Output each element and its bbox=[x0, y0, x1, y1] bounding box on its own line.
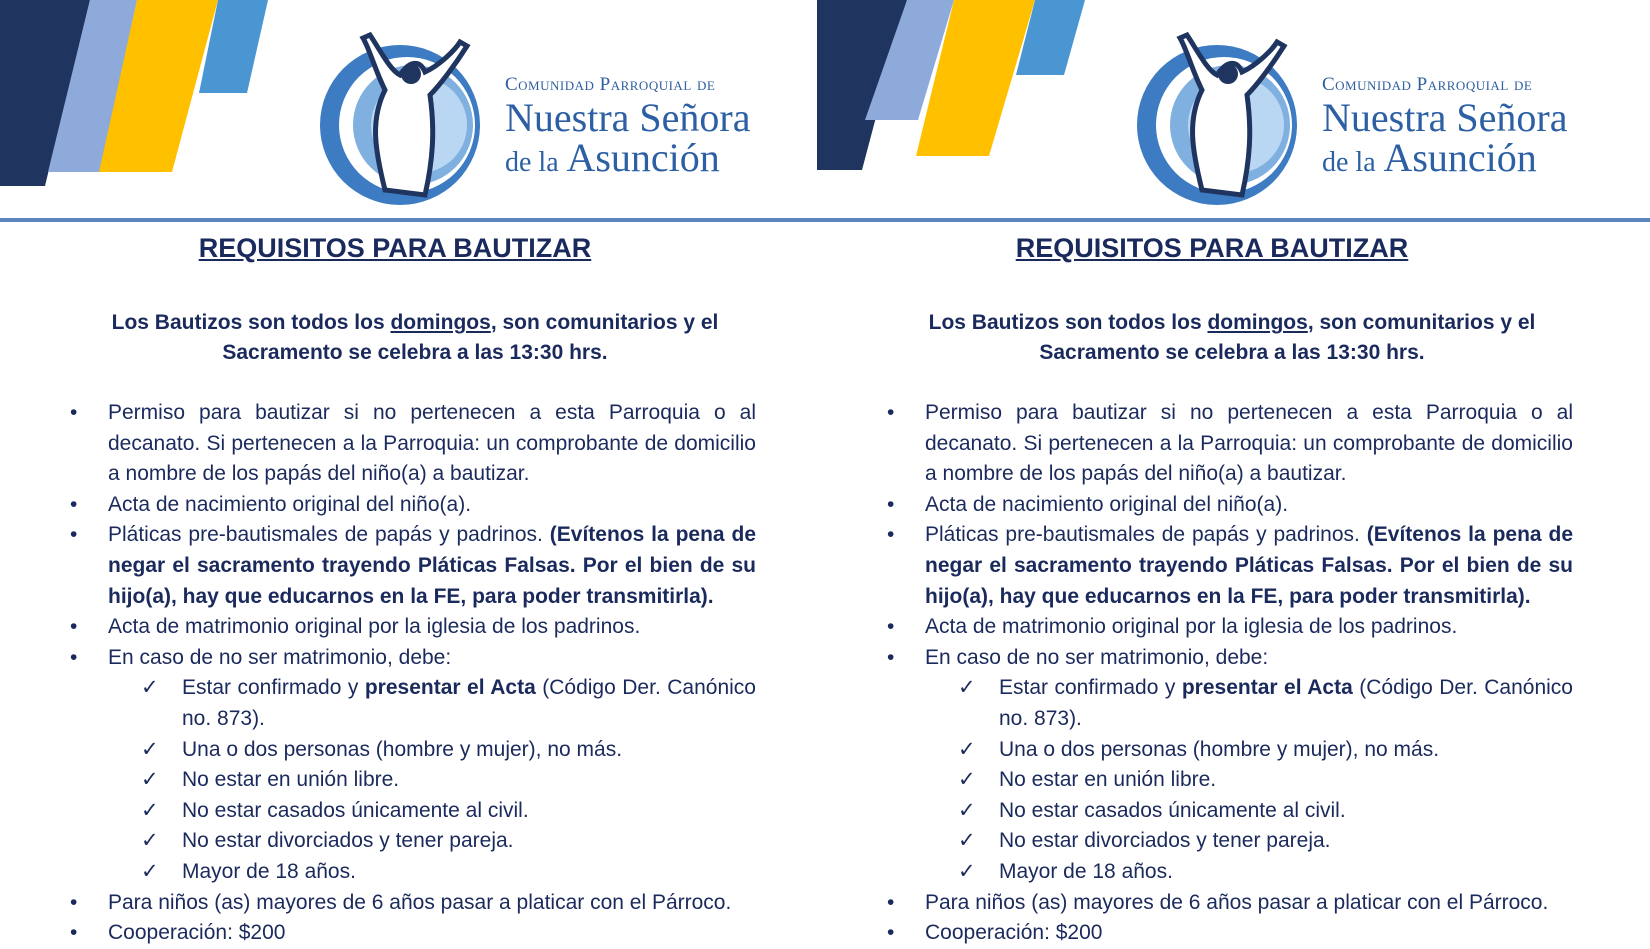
parish-name bbox=[505, 74, 750, 183]
parish-name-line2: Nuestra Señora bbox=[1322, 95, 1568, 140]
list-item: • Permiso para bautizar si no pertenecen a esta Parroquia o al decanato. Si pertenecen a la Parroquia: un comprobante de domicilio a nombre de los papás del niño(a) a bautizar. bbox=[883, 398, 1573, 490]
requirements-list bbox=[883, 398, 1573, 949]
virgin-mary-logo-icon bbox=[315, 30, 495, 210]
sub-list-item: ✓ No estar divorciados y tener pareja. bbox=[141, 826, 756, 857]
requirements-list bbox=[66, 398, 756, 949]
page-title: REQUISITOS PARA BAUTIZAR bbox=[198, 233, 592, 263]
parish-name-line3: de la Asunción bbox=[1322, 135, 1537, 180]
list-item: • Para niños (as) mayores de 6 años pasar a platicar con el Párroco. bbox=[66, 888, 756, 919]
list-item: • En caso de no ser matrimonio, debe: ✓ Estar confirmado y presentar el Acta (Código Der. Canónico no. 873). ✓ Una o dos personas (hombre y mujer), no más. ✓ No estar en unión libre. ✓ No estar casados únicamente al civil. ✓ No estar divorciados y tener pareja. ✓ Mayor de 18 años. bbox=[66, 643, 756, 888]
list-item: • En caso de no ser matrimonio, debe: ✓ Estar confirmado y presentar el Acta (Código Der. Canónico no. 873). ✓ Una o dos personas (hombre y mujer), no más. ✓ No estar en unión libre. ✓ No estar casados únicamente al civil. ✓ No estar divorciados y tener pareja. ✓ Mayor de 18 años. bbox=[883, 643, 1573, 888]
sub-list-item: ✓ No estar en unión libre. bbox=[958, 765, 1573, 796]
sub-requirements-list bbox=[108, 673, 756, 887]
list-item: • Permiso para bautizar si no pertenecen a esta Parroquia o al decanato. Si pertenecen a la Parroquia: un comprobante de domicilio a nombre de los papás del niño(a) a bautizar. bbox=[66, 398, 756, 490]
flyer-right bbox=[817, 0, 1625, 945]
list-item: • Acta de matrimonio original por la iglesia de los padrinos. bbox=[66, 612, 756, 643]
list-item: • Pláticas pre-bautismales de papás y padrinos. (Evítenos la pena de negar el sacramento trayendo Pláticas Falsas. Por el bien de su hijo(a), hay que educarnos en la FE, para poder transmitirla). bbox=[883, 520, 1573, 612]
list-item: • Cooperación: $200 bbox=[883, 918, 1573, 949]
sub-list-item: ✓ Mayor de 18 años. bbox=[141, 857, 756, 888]
flyer-left bbox=[0, 0, 808, 945]
list-item: • Acta de matrimonio original por la iglesia de los padrinos. bbox=[883, 612, 1573, 643]
decorative-stripes bbox=[817, 0, 1117, 200]
list-item: • Acta de nacimiento original del niño(a). bbox=[66, 490, 756, 521]
virgin-mary-logo-icon bbox=[1132, 30, 1312, 210]
parish-name-line1: Comunidad Parroquial de bbox=[505, 74, 716, 95]
sub-list-item: ✓ No estar divorciados y tener pareja. bbox=[958, 826, 1573, 857]
sub-list-item: ✓ Estar confirmado y presentar el Acta (Código Der. Canónico no. 873). bbox=[958, 673, 1573, 734]
sub-list-item: ✓ No estar en unión libre. bbox=[141, 765, 756, 796]
parish-name-line2: Nuestra Señora bbox=[505, 95, 751, 140]
decorative-stripes bbox=[0, 0, 300, 200]
sub-list-item: ✓ Una o dos personas (hombre y mujer), no más. bbox=[141, 735, 756, 766]
list-item: • Acta de nacimiento original del niño(a). bbox=[883, 490, 1573, 521]
intro-text: Los Bautizos son todos los domingos, son comunitarios y el Sacramento se celebra a las 13:30 hrs. bbox=[928, 311, 1536, 364]
list-item: • Cooperación: $200 bbox=[66, 918, 756, 949]
parish-name-line1: Comunidad Parroquial de bbox=[1322, 74, 1533, 95]
sub-list-item: ✓ No estar casados únicamente al civil. bbox=[141, 796, 756, 827]
sub-list-item: ✓ No estar casados únicamente al civil. bbox=[958, 796, 1573, 827]
list-item: • Para niños (as) mayores de 6 años pasar a platicar con el Párroco. bbox=[883, 888, 1573, 919]
sub-list-item: ✓ Mayor de 18 años. bbox=[958, 857, 1573, 888]
parish-name bbox=[1322, 74, 1567, 183]
page-title: REQUISITOS PARA BAUTIZAR bbox=[1015, 233, 1409, 263]
sub-requirements-list bbox=[925, 673, 1573, 887]
parish-name-line3: de la Asunción bbox=[505, 135, 720, 180]
intro-text: Los Bautizos son todos los domingos, son comunitarios y el Sacramento se celebra a las 13:30 hrs. bbox=[111, 311, 719, 364]
sub-list-item: ✓ Una o dos personas (hombre y mujer), no más. bbox=[958, 735, 1573, 766]
sub-list-item: ✓ Estar confirmado y presentar el Acta (Código Der. Canónico no. 873). bbox=[141, 673, 756, 734]
list-item: • Pláticas pre-bautismales de papás y padrinos. (Evítenos la pena de negar el sacramento trayendo Pláticas Falsas. Por el bien de su hijo(a), hay que educarnos en la FE, para poder transmitirla). bbox=[66, 520, 756, 612]
